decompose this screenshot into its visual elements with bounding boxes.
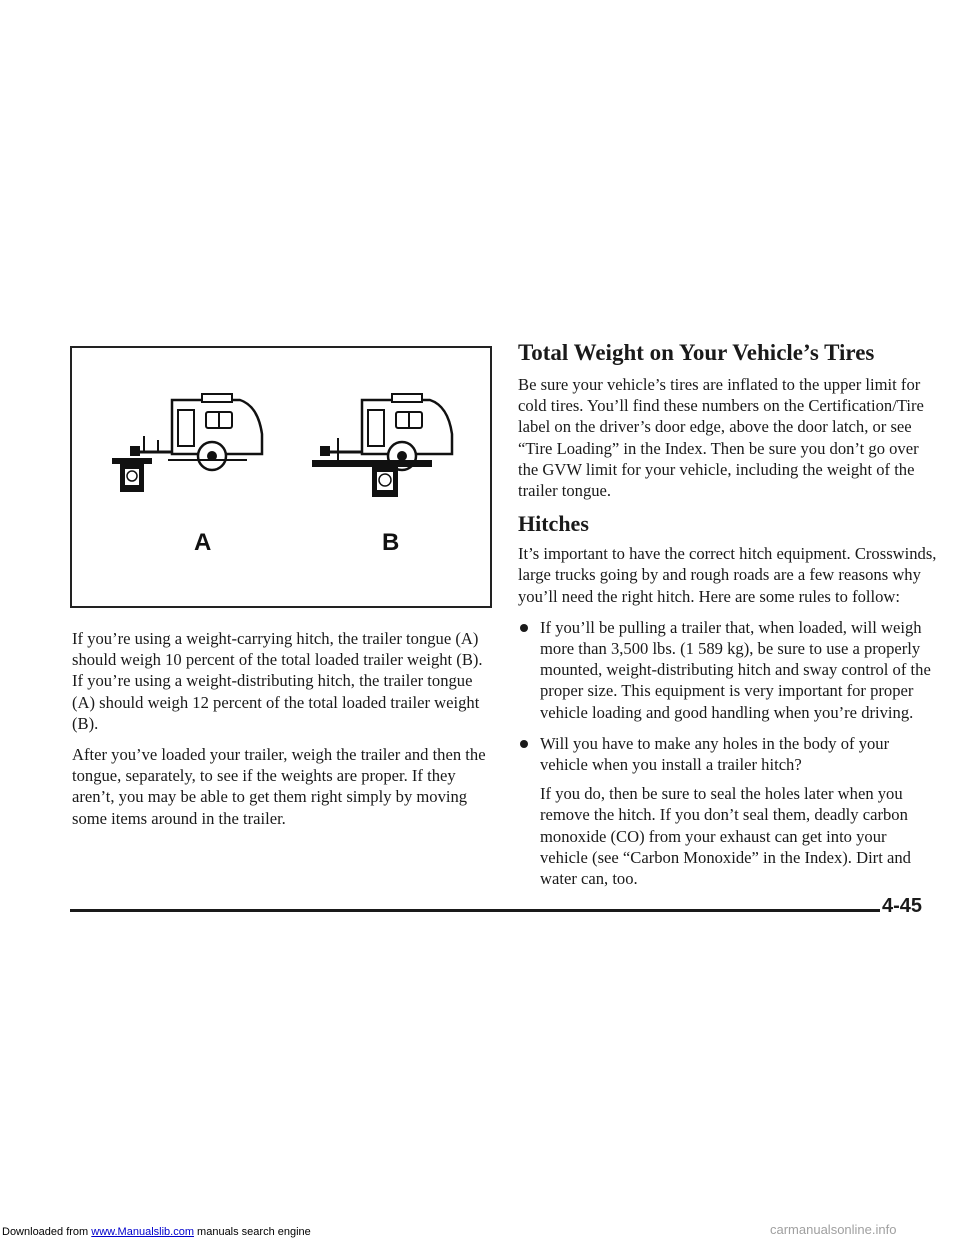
manualslib-link[interactable]: www.Manualslib.com	[91, 1226, 194, 1238]
trailer-b	[312, 394, 452, 497]
weigh-trailer-paragraph: After you’ve loaded your trailer, weigh the trailer and then the tongue, separately, to see if the weights are proper. If they aren’t, you may be able to get them right simply by moving some items around in the trailer.	[72, 745, 486, 828]
footer-rule	[70, 909, 880, 912]
right-column	[518, 340, 938, 899]
list-item-text: Will you have to make any holes in the body of your vehicle when you install a trailer hitch?	[540, 733, 890, 775]
left-column	[72, 628, 492, 839]
trailer-weighing-illustration	[72, 348, 492, 608]
list-item-followup-text: If you do, then be sure to seal the holes later when you remove the hitch. If you don’t seal them, deadly carbon monoxide (CO) from your exhaust can get into your vehicle (see “Carbon Monoxide” in the Index). Dirt and water can, too.	[540, 784, 911, 889]
list-item-text: If you’ll be pulling a trailer that, when loaded, will weigh more than 3,500 lbs. (1 589 kg), be sure to use a properly mounted, weight-distributing hitch and sway control of the proper size. This equipment is very important for proper vehicle loading and good handling when you’re driving.	[540, 617, 931, 722]
label-b: B	[382, 529, 400, 556]
hitches-intro-paragraph: It’s important to have the correct hitch equipment. Crosswinds, large trucks going by and rough roads are a few reasons why you’ll need the right hitch. Here are some rules to follow:	[518, 544, 937, 606]
hitch-rules-list	[518, 617, 938, 889]
tongue-weight-paragraph: If you’re using a weight-carrying hitch, the trailer tongue (A) should weigh 10 percent of the total loaded trailer weight (B). If you’re using a weight-distributing hitch, the trailer tongue (A) should weigh 12 percent of the total loaded trailer weight (B).	[72, 629, 483, 733]
footer-suffix: manuals search engine	[197, 1226, 311, 1238]
watermark-text: carmanualsonline.info	[770, 1222, 897, 1237]
total-weight-paragraph: Be sure your vehicle’s tires are inflated to the upper limit for cold tires. You’ll find these numbers on the Certification/Tire label on the driver’s door edge, above the door latch, or see “Tire Loading” in the Index. Then be sure you don’t go over the GVW limit for your vehicle, including the weight of the trailer tongue.	[518, 375, 924, 501]
bullet-icon	[520, 624, 528, 632]
page-number: 4-45	[882, 895, 923, 917]
section-heading-hitches: Hitches	[518, 511, 589, 537]
trailer-a	[112, 394, 262, 492]
section-heading-total-weight: Total Weight on Your Vehicle’s Tires	[518, 340, 875, 365]
footer-prefix: Downloaded from	[2, 1226, 89, 1238]
label-a: A	[194, 529, 212, 556]
bullet-icon	[520, 740, 528, 748]
list-item	[518, 617, 938, 723]
trailer-weighing-figure	[70, 346, 492, 608]
list-item	[518, 733, 938, 889]
download-footer	[2, 1226, 311, 1238]
